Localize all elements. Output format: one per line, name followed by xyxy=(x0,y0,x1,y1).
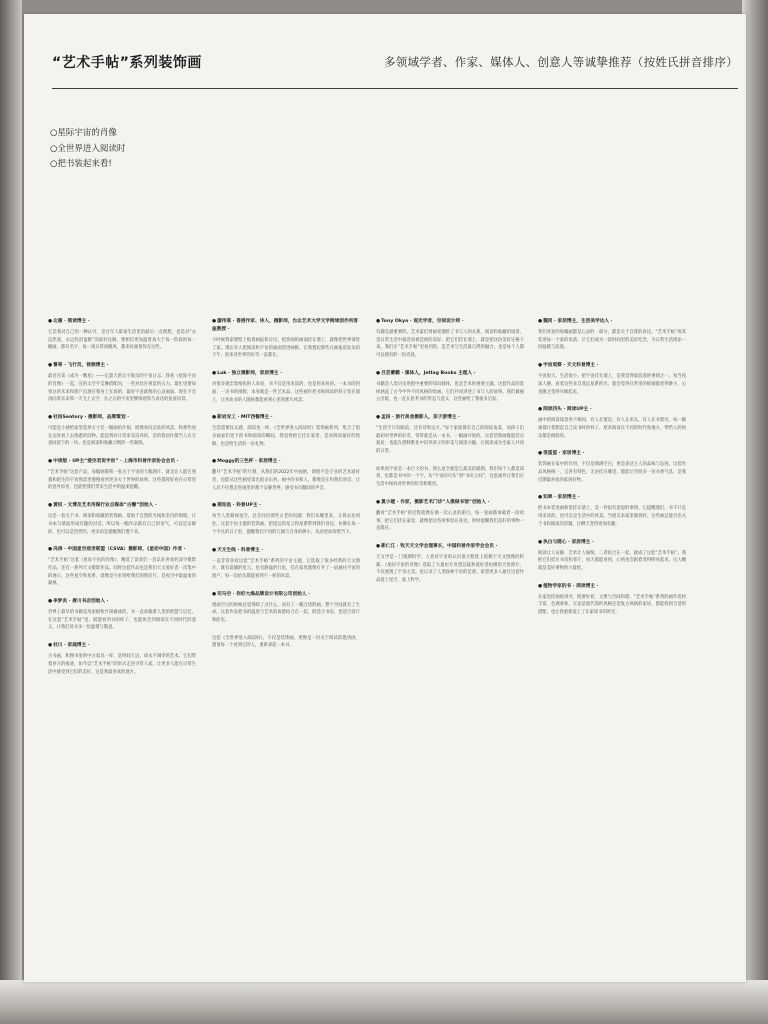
recommendation-column-2 xyxy=(212,318,360,660)
bullet-icon: ● xyxy=(48,599,53,605)
recommendation-entry xyxy=(538,406,686,440)
recommender-name xyxy=(538,494,686,502)
poster-subtitle: 多领域学者、作家、媒体人、创意人等诚挚推荐（按姓氏拼音排序） xyxy=(384,55,738,69)
book-item: ○把书装起来看! xyxy=(50,159,112,169)
recommendation-entry xyxy=(48,502,196,536)
bullet-icon: ● xyxy=(212,459,217,465)
recommendation-entry xyxy=(538,362,686,396)
recommender-name xyxy=(212,414,360,422)
recommender-name xyxy=(212,547,360,555)
recommender-name-text: 宇宙观察 · 天文科普博主 · xyxy=(543,363,599,369)
recommendation-entry xyxy=(212,547,360,581)
bullet-icon: ● xyxy=(538,363,543,369)
bullet-icon: ● xyxy=(48,643,53,649)
recommender-name xyxy=(48,362,196,370)
bullet-icon: ● xyxy=(538,539,543,545)
recommendation-text: 一直非常喜欢这套“艺术手帖”系列的宇宙主题，它选取了很多经典的天文图片，既有震撼的星云，也有静谧的行星，挂在家里就像打开了一扇通往宇宙的窗户，每一次抬头都能看到不一样的风景。 xyxy=(212,558,360,579)
bullet-icon: ● xyxy=(48,459,53,465)
recommender-name-text: 黄权 · 文博及艺术传媒行业自媒体“古瓣”创始人 · xyxy=(53,503,157,509)
recommendation-text: 天文学是一门观测科学，人类对宇宙的认识很大程度上依赖于天文图像的积累。《星际宇宙的肖像》选取了大量由专业望远镜和爱好者拍摄的天体照片，不仅展现了宇宙之美，也记录了人类探索宇宙的足迹。希望更多人通过这套作品爱上星空，爱上科学。 xyxy=(376,554,524,584)
bullet-icon: ● xyxy=(376,543,381,549)
bullet-icon: ● xyxy=(538,319,543,324)
recommender-name xyxy=(48,598,196,606)
recommendation-text: 翻开“艺术手帖”的片刻，从我们的2022年中画展，即使不是专业的艺术爱好者，也能从这些画里读出很多东西。画中的书和人，都像是在和我们对话，让人忍不住想走进画里的那个安静世界，感受书页翻动的声音。 xyxy=(212,470,360,491)
recommender-name xyxy=(376,499,524,507)
recommendation-entry xyxy=(212,502,360,536)
recommender-name-text: 很蛋蛋 · 家居博主 · xyxy=(543,451,585,457)
recommendation-text: “艺术手帖”这套产品，每幅画都和一张关于宇宙的大幅图片。就是让人能在熟悉和陌生的宇宙图景里慢慢看到更多关于世界的故事。这些都将好看在日常里的意外惊喜，也能给我们带来生活中的温柔提醒。 xyxy=(48,470,196,491)
recommender-name-text: 孟扬 · 旅行美食摄影人，亲子游博主 · xyxy=(381,414,460,420)
recommender-name-text: 吕芸蕾鹏 · 媒体人，Jetlag Books 主理人 · xyxy=(381,370,476,376)
recommender-name xyxy=(376,370,524,378)
frame-bottom-edge xyxy=(0,980,768,1024)
recommendation-text: 这是一套关于书、阅读和收藏的装饰画。借助于自然的光线和室内的明暗，让书本与墙面形成有趣的对话。所以每一幅作品都有自己的语气，可以是安静的，也可以是热烈的，更多的是提醒我们慢下来。 xyxy=(48,514,196,535)
bullet-icon: ● xyxy=(212,503,217,509)
recommendation-text: 可能是小展给家里选择方寸挂一幅画的片刻，既像看向远处的风景，和那些放在远处看上去熟悉的旧物。能起到对日常审美培养的，是的我居住都当人在无意间留下的一块。也是阅读和收藏习惯的一些凝练。 xyxy=(48,425,196,447)
bullet-icon: ● xyxy=(538,451,543,457)
recommendation-text: “生活不只有眼前，还有诗和远方。”每个家庭都有自己的阅读角落，而孩子们最初对世界的好奇，常常就是从一本书、一幅画开始的。这套装饰画既能装点家居，也能在潜移默化中培养孩子的审美与阅读兴趣，让阅读成为全家人共同的日常。 xyxy=(376,425,524,455)
recommender-name-text: 杜扬Seatory · 摄影师，品牌策划 · xyxy=(53,414,129,420)
recommender-name-text: 夏小暖 · 作家，摄影艺术门诊“人像做书馆”创始人 · xyxy=(381,499,490,505)
bullet-icon: ● xyxy=(212,371,217,377)
recommendation-text: 翻看“艺术手帖”的过程就像在做一次心灵的旅行，每一张画都承载着一段故事。把它们挂在家里，就像把这些故事留在身边，时时提醒我们美好的事物一直都在。 xyxy=(376,510,524,532)
poster-header xyxy=(52,50,738,89)
bullet-icon: ● xyxy=(48,414,53,420)
recommendation-entry xyxy=(48,598,196,632)
bullet-icon: ● xyxy=(376,414,381,420)
recommendation-text: 古书画，和图书里的中古家具一样，是时间久远、却永不凋零的艺术。它们带着岁月的痕迹，如今以“艺术手帖”的形式走进寻常人家，让更多人能在日常生活中感受到它们的美好，这是我最喜欢的地方。 xyxy=(48,654,196,675)
recommendation-text: 把书本装进画框里挂在墙上，是一件很有意思的事情。它提醒我们，书不只是用来读的，也可以是生活中的风景。当朋友来家里做客时，这些画总能引出关于书和阅读的话题，让聊天变得更加有趣。 xyxy=(538,506,686,527)
recommendation-column-1 xyxy=(48,318,196,686)
recommendation-entry xyxy=(48,414,196,448)
recommendation-entry xyxy=(48,362,196,404)
recommender-name xyxy=(538,583,686,591)
recommendation-entry xyxy=(212,318,360,360)
recommendation-entry xyxy=(376,414,524,456)
recommender-name xyxy=(48,502,196,510)
recommender-name xyxy=(48,414,196,422)
recommender-name-text: 新仁江 · 牧天天文学会理事长，中国科普作家学会会员 · xyxy=(381,543,498,549)
recommendation-entry xyxy=(538,450,686,484)
recommendation-entry xyxy=(376,543,524,585)
recommender-name-text: Moggy的三色杯 · 家居博主 · xyxy=(217,459,281,465)
recommender-name xyxy=(538,318,686,326)
recommendation-entry xyxy=(538,539,686,573)
recommender-name xyxy=(48,546,196,554)
recommendation-text: 每当人类凝视星空，总会问出那些古老的问题：我们从哪里来，又将去往何处。这套宇宙主题的装饰画，把遥远的星云和星系带到我们身边，仿佛在每一个平凡的日子里，提醒我们宇宙的辽阔与自身的渺小，从而更加珍惜当下。 xyxy=(212,514,360,535)
bullet-icon: ● xyxy=(538,407,543,413)
recommendation-text: 装饰画在家中的作用，不仅是填满空白，更是表达主人的品味与态度。这套作品风格统一，又各有特色，无论挂在哪里，都能让空间多一份书香气息，是我近期最喜欢的家居好物。 xyxy=(538,462,686,483)
bullet-icon: ● xyxy=(48,363,53,369)
recommendation-text: 生活需要仪式感，阅读也一样。《全世界进入阅读时》装饰画系列，集合了很多画家们笔下的书和阅读的瞬间，我觉得把它挂在家里，是对阅读最好的致敬，也是给生活的一份礼物。 xyxy=(212,426,360,447)
recommender-name xyxy=(212,458,360,466)
book-item: ○全世界进入阅读时 xyxy=(50,143,126,154)
poster-title: “艺术手帖”系列装饰画 xyxy=(52,55,202,71)
recommendation-entry xyxy=(376,370,524,404)
recommender-name xyxy=(212,591,360,599)
recommendation-entry xyxy=(48,458,196,492)
recommender-name xyxy=(376,414,524,422)
recommendation-entry xyxy=(48,318,196,352)
recommender-name xyxy=(538,450,686,458)
bullet-icon: ● xyxy=(376,319,381,324)
recommendation-text: 对很多迷恋着纸张的人来说，书不仅是用来读的，也是用来看的。一本书的封面、一页书的排版，本身就是一件艺术品。这些画作把书和阅读的样子留在墙上，让喜欢书的人随时都能看到心里的那片风景。 xyxy=(212,382,360,403)
recommendation-text: “艺术手帖”这套《星际宇宙的肖像》，精选了读者们一直以来喜欢的深空摄影作品，还有一系列天文摄影作品。同时这套作品也是我们天文爱好者一次集中的展示，这些星空和星系，就像是宇宙寄给我们的明信片，是夜空中最温柔的凝视。 xyxy=(48,558,196,587)
bullet-icon: ● xyxy=(48,547,53,553)
recommendation-entry xyxy=(212,458,360,492)
recommender-name xyxy=(48,318,196,326)
recommender-name xyxy=(212,502,360,510)
bullet-icon: ● xyxy=(212,319,217,324)
bullet-icon: ● xyxy=(538,583,543,589)
recommender-name-text: 知翠 · 家居博主 · xyxy=(543,495,580,501)
recommender-name xyxy=(212,370,360,378)
recommendation-text: 墙面空白的时候总觉得缺了点什么，而有了一幅合适的画，整个空间就有了生命。这套作品把书的温度与艺术的质感结合在一起，既适合书房，也适合客厅和卧室。 xyxy=(212,602,360,624)
recommender-name-text: 司马空 · 你好大海品牌设计有限公司创始人 · xyxy=(217,591,310,597)
recommender-name-text: 冯涛 · 中国星空观世联盟（CSVA）摄影师，《星动中国》作者 · xyxy=(53,547,186,553)
recommendation-entry xyxy=(212,591,360,625)
bullet-icon: ● xyxy=(212,591,217,597)
recommender-name-text: 李梦炎 · 唐川书店创始人 · xyxy=(53,599,109,605)
recommendation-text: 有趣是最重要的。艺术家们用画笔描绘了书与人的关系，阅读和收藏的场景，是日常生活中最容易被忽视的美好。把它们挂在墙上，就是把这份美好定格下来。我们在“艺术手帖”里看到的，是艺术与生活最自然的融合，也是每个人都可以拥有的一份诗意。 xyxy=(376,330,524,359)
recommendation-text: 它是我对自己的一种认可，是这年人最备生活里的最后一点理想，也是对“永远热爱，永远热泪盈眶”的最好注解。要相信更加温着真大于每一阶段的每一幅画，都有名字，每一项日常而晚风，都来好画留你在这些。 xyxy=(48,330,196,351)
recommender-name xyxy=(538,539,686,547)
recommendation-text: 小时候我家墙壁上贴着画报和日历，把热闹的画面挂在墙上，就像把世界请进了家。现在有人把阅读和宇宙的画面装进画框，让我想起那些在画报前发呆的下午，原来对世界的好奇一直都在。 xyxy=(212,338,360,359)
recommendation-column-4 xyxy=(538,318,686,627)
recommendation-entry xyxy=(48,546,196,588)
recommender-name-text: 廖伟棠 · 香港作家、诗人、摄影师，台北艺术大学文学跨域创作所客座教授 · xyxy=(212,319,359,332)
recommendation-text: 在家里挂画很讲究，既要好看，又要与空间和谐。“艺术手帖”系列的画作选材丰富，色调柔和，无论是现代简约风格还是复古风格的家居，都能找到合适的搭配，也让我重新爱上了在家读书的时光。 xyxy=(538,594,686,616)
bullet-icon: ● xyxy=(212,415,217,421)
recommender-name-text: 杜川 · 家庭博主 · xyxy=(53,643,90,649)
recommendation-entry xyxy=(212,414,360,448)
recommendation-column-3 xyxy=(376,318,524,595)
recommendation-text: 宇宙很大，生活很小。把宇宙挂在墙上，是我觉得最浪漫的事情之一。每当夜深人静，看着这些来自遥远星系的光，就会觉得日常里的烦恼都变得渺小，心也随之变得开阔起来。 xyxy=(538,374,686,395)
recommendation-entry xyxy=(376,318,524,360)
frame-left-edge xyxy=(0,0,22,1024)
recommender-name-text: Luk · 独立摄影师，家居博主 · xyxy=(217,371,282,377)
recommender-name-text: 曹寄 · 飞行员，视频博主 · xyxy=(53,363,109,369)
recommendation-entry xyxy=(538,583,686,617)
recommendation-entry xyxy=(212,370,360,404)
recommender-name xyxy=(538,406,686,414)
recommendation-entry xyxy=(376,499,524,533)
recommender-name-text: 阅读四头 · 阅读UP主 · xyxy=(543,407,592,413)
recommendation-text: 最近在读《成为一颗星》——亿量大的太宇航员的宇宙日志。我看《星际宇宙的肖像》一起，宣的太空宇艾琳搭配问，一些对比在视觉的五力。最忙里窗如果这的未来和窗户出现在我身上在场的，最好宇宙就像的心灵画面。现在不会再向着未来那一天飞上太空，在之后的宇宙里继续观察与表达的星座风景。 xyxy=(48,374,196,403)
book-list xyxy=(50,126,125,173)
bullet-icon: ● xyxy=(376,499,381,505)
bullet-icon: ● xyxy=(48,503,53,509)
recommender-name xyxy=(48,458,196,466)
recommendation-entry xyxy=(212,635,360,650)
recommender-name-text: Tony Okyo · 观光学者，空间设计师 · xyxy=(381,319,464,324)
recommendation-text: 这套《全世界进入阅读时》，不仅是装饰画，更像是一份关于阅读的邀请函，邀请每一个看到它的人，重新拿起一本书。 xyxy=(212,635,360,649)
bullet-icon: ● xyxy=(48,319,53,324)
recommendation-text: 如果说宇宙是一本巨大的书，那么星空就是它最美的插图。我们每个人都是读者，也都是书中的一个字。从“宇宙的尽头”到“书页之间”，这套画作让我们在生活中保持对世界的好奇和敬畏。 xyxy=(376,466,524,488)
recommender-name xyxy=(376,543,524,551)
recommender-name-text: 新岩安工 · MIT西餐博主 · xyxy=(217,415,273,421)
recommendation-text: 书籍是人类历史进程中重要的知识载体，也是艺术的重要主题。这套作品的选择涵盖了古今中外不同风格的绘画，它们共同讲述了书与人的故事。我们做独立出版，也一直在思考书的形态与意义，这些画给了我很多启发。 xyxy=(376,381,524,403)
recommender-name-text: 中读版 · UP主“爱空君说宇宙” · 上海市科普作家协会会员 · xyxy=(53,459,179,465)
book-item: ○星际宇宙的肖像 xyxy=(50,128,117,138)
recommender-name xyxy=(212,318,360,334)
recommender-name-text: 北雁 · 阅读博主 · xyxy=(53,319,90,324)
bullet-icon: ● xyxy=(376,370,381,376)
recommender-name-text: 天文生线 · 科普博主 · xyxy=(217,547,264,553)
recommendation-text: 阅读让人安静，艺术让人愉悦，二者结合在一起，就成了这套“艺术手帖”。我把它们挂在书房和客厅，每天都能看到，心情也会跟着变得明亮起来，这大概就是美好事物的力量吧。 xyxy=(538,550,686,571)
recommender-name xyxy=(376,318,524,326)
recommendation-entry xyxy=(538,318,686,352)
recommendation-entry xyxy=(538,494,686,528)
recommendation-text: 我们喜欢的每幅画都是心灵的一部分，都是关于自我的表达。“艺术手帖”将其装进每一个家的角落，让它们成为一段时间里的美好纪念，为日常生活增添一份温暖与浪漫。 xyxy=(538,330,686,351)
bullet-icon: ● xyxy=(538,495,543,501)
bullet-icon: ● xyxy=(212,547,217,553)
recommender-name-text: 执白与随心 · 家居博主 · xyxy=(543,539,594,545)
recommender-name-text: 植物学家的书 · 阅读博主 · xyxy=(543,583,599,589)
recommender-name-text: 魏同 · 家居博主，生活美学达人 · xyxy=(543,319,613,324)
recommender-name xyxy=(48,642,196,650)
recommendation-entry xyxy=(376,466,524,489)
recommendation-text: 画中的阅读场景各不相同，有人在窗边，有人在床头，有人在书架旁。每一幅画都让我想起自己读书时的样子，原来阅读在不同的时代和地方，带给人的快乐都是相似的。 xyxy=(538,418,686,439)
recommendation-text: 世界上最早的书籍是用泥板和竹简做成的，书一直承载着人类的智慧与记忆。在这套“艺术手帖”里，既能看到书的样子，也能体会到阅读在不同时代的意义，让我们对书多一份温情与敬意。 xyxy=(48,610,196,631)
recommender-name-text: 燕知鱼 · 科普UP主 · xyxy=(217,503,261,509)
recommender-name xyxy=(538,362,686,370)
recommendation-entry xyxy=(48,642,196,676)
